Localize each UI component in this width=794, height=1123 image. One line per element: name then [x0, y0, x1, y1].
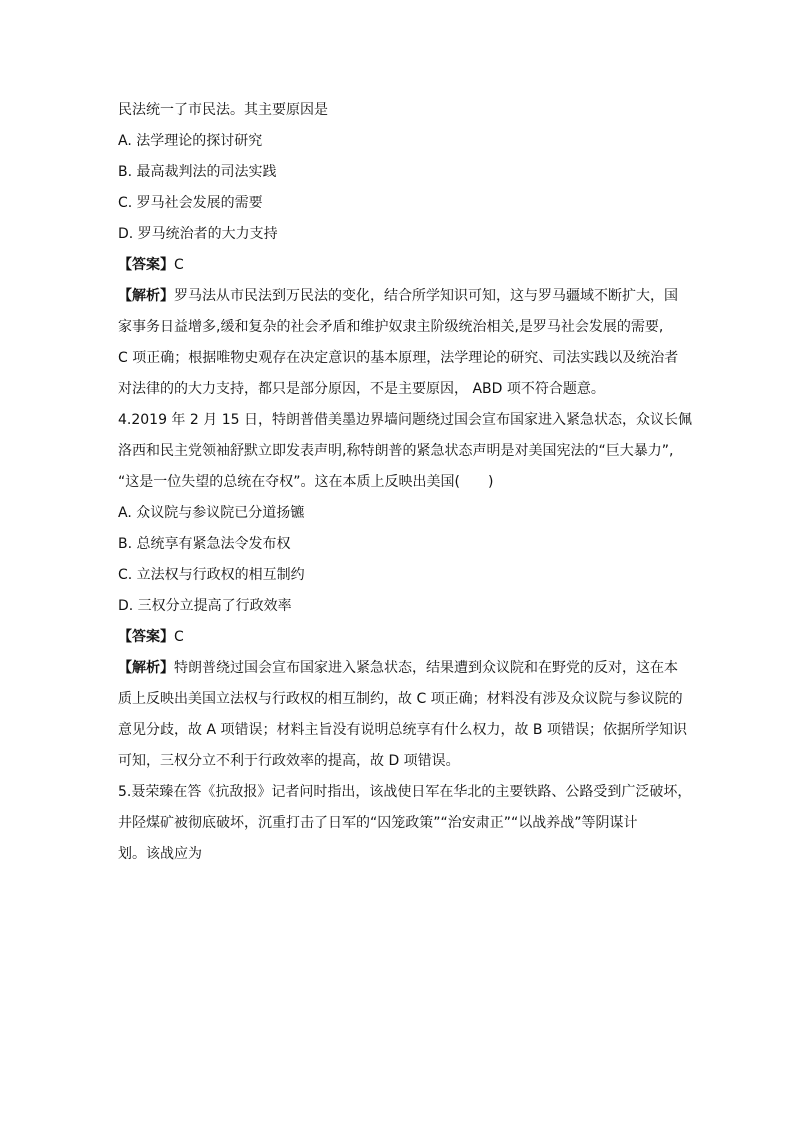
- q3-analysis-line-4: 对法律的的大力支持，都只是部分原因，不是主要原因， ABD 项不符合题意。: [118, 381, 605, 397]
- q4-analysis: [118, 658, 688, 771]
- q3-analysis-text-1: 罗马法从市民法到万民法的变化，结合所学知识可知，这与罗马疆域不断扩大，国: [174, 288, 678, 304]
- q3-analysis-line-1: [118, 286, 688, 306]
- q4-answer: [118, 627, 688, 647]
- q5-stem-line-1: 5.聂荣臻在答《抗敌报》记者问时指出，该战使日军在华北的主要铁路、公路受到广泛破坏，: [118, 784, 692, 800]
- q4-analysis-line-1: [118, 658, 688, 678]
- q3-option-a: A. 法学理论的探讨研究: [118, 133, 263, 149]
- q4-answer-tag: 【答案】: [118, 629, 174, 645]
- q4-stem: [118, 410, 692, 492]
- q5-stem: [118, 782, 692, 864]
- q3-option-d: D. 罗马统治者的大力支持: [118, 226, 278, 242]
- q3-analysis-line-3: C 项正确；根据唯物史观存在决定意识的基本原理，法学理论的研究、司法实践以及统治者: [118, 350, 679, 366]
- q3-analysis-tag: 【解析】: [118, 288, 174, 304]
- q4-option-a: A. 众议院与参议院已分道扬镳: [118, 505, 305, 521]
- q3-answer-tag: 【答案】: [118, 257, 174, 273]
- q3-stem-tail: 民法统一了市民法。其主要原因是: [118, 102, 328, 118]
- q3-analysis: [118, 286, 688, 399]
- q4-analysis-text-1: 特朗普绕过国会宣布国家进入紧急状态，结果遭到众议院和在野党的反对，这在本: [174, 660, 678, 676]
- q4-stem-line-1: 4.2019 年 2 月 15 日，特朗普借美墨边界墙问题绕过国会宣布国家进入紧急状态，众议长佩: [118, 412, 692, 428]
- q4-analysis-line-2: 质上反映出美国立法权与行政权的相互制约，故 C 项正确；材料没有涉及众议院与参议院的: [118, 691, 683, 707]
- q3-answer-value: C: [174, 257, 184, 273]
- q4-option-d: D. 三权分立提高了行政效率: [118, 598, 292, 614]
- q3-option-b: B. 最高裁判法的司法实践: [118, 164, 277, 180]
- q4-stem-line-2: 洛西和民主党领袖舒默立即发表声明,称特朗普的紧急状态声明是对美国宪法的“巨大暴力”,: [118, 443, 674, 459]
- q5-stem-line-3: 划。该战应为: [118, 846, 202, 862]
- q3-option-c: C. 罗马社会发展的需要: [118, 195, 263, 211]
- q5-stem-line-2: 井陉煤矿被彻底破坏，沉重打击了日军的“囚笼政策”“治安肃正”“以战养战”等阴谋计: [118, 815, 638, 831]
- q4-analysis-line-4: 可知，三权分立不利于行政效率的提高，故 D 项错误。: [118, 753, 460, 769]
- document-page: [118, 100, 692, 864]
- q4-stem-line-3: “这是一位失望的总统在夺权”。这在本质上反映出美国( ): [118, 474, 494, 490]
- q3-answer: [118, 255, 688, 275]
- q4-analysis-line-3: 意见分歧，故 A 项错误；材料主旨没有说明总统享有什么权力，故 B 项错误；依据所学知识: [118, 722, 687, 738]
- q4-analysis-tag: 【解析】: [118, 660, 174, 676]
- q4-option-b: B. 总统享有紧急法令发布权: [118, 536, 291, 552]
- q4-option-c: C. 立法权与行政权的相互制约: [118, 567, 305, 583]
- q4-answer-value: C: [174, 629, 184, 645]
- q3-analysis-line-2: 家事务日益增多,缓和复杂的社会矛盾和维护奴隶主阶级统治相关,是罗马社会发展的需要,: [118, 319, 664, 335]
